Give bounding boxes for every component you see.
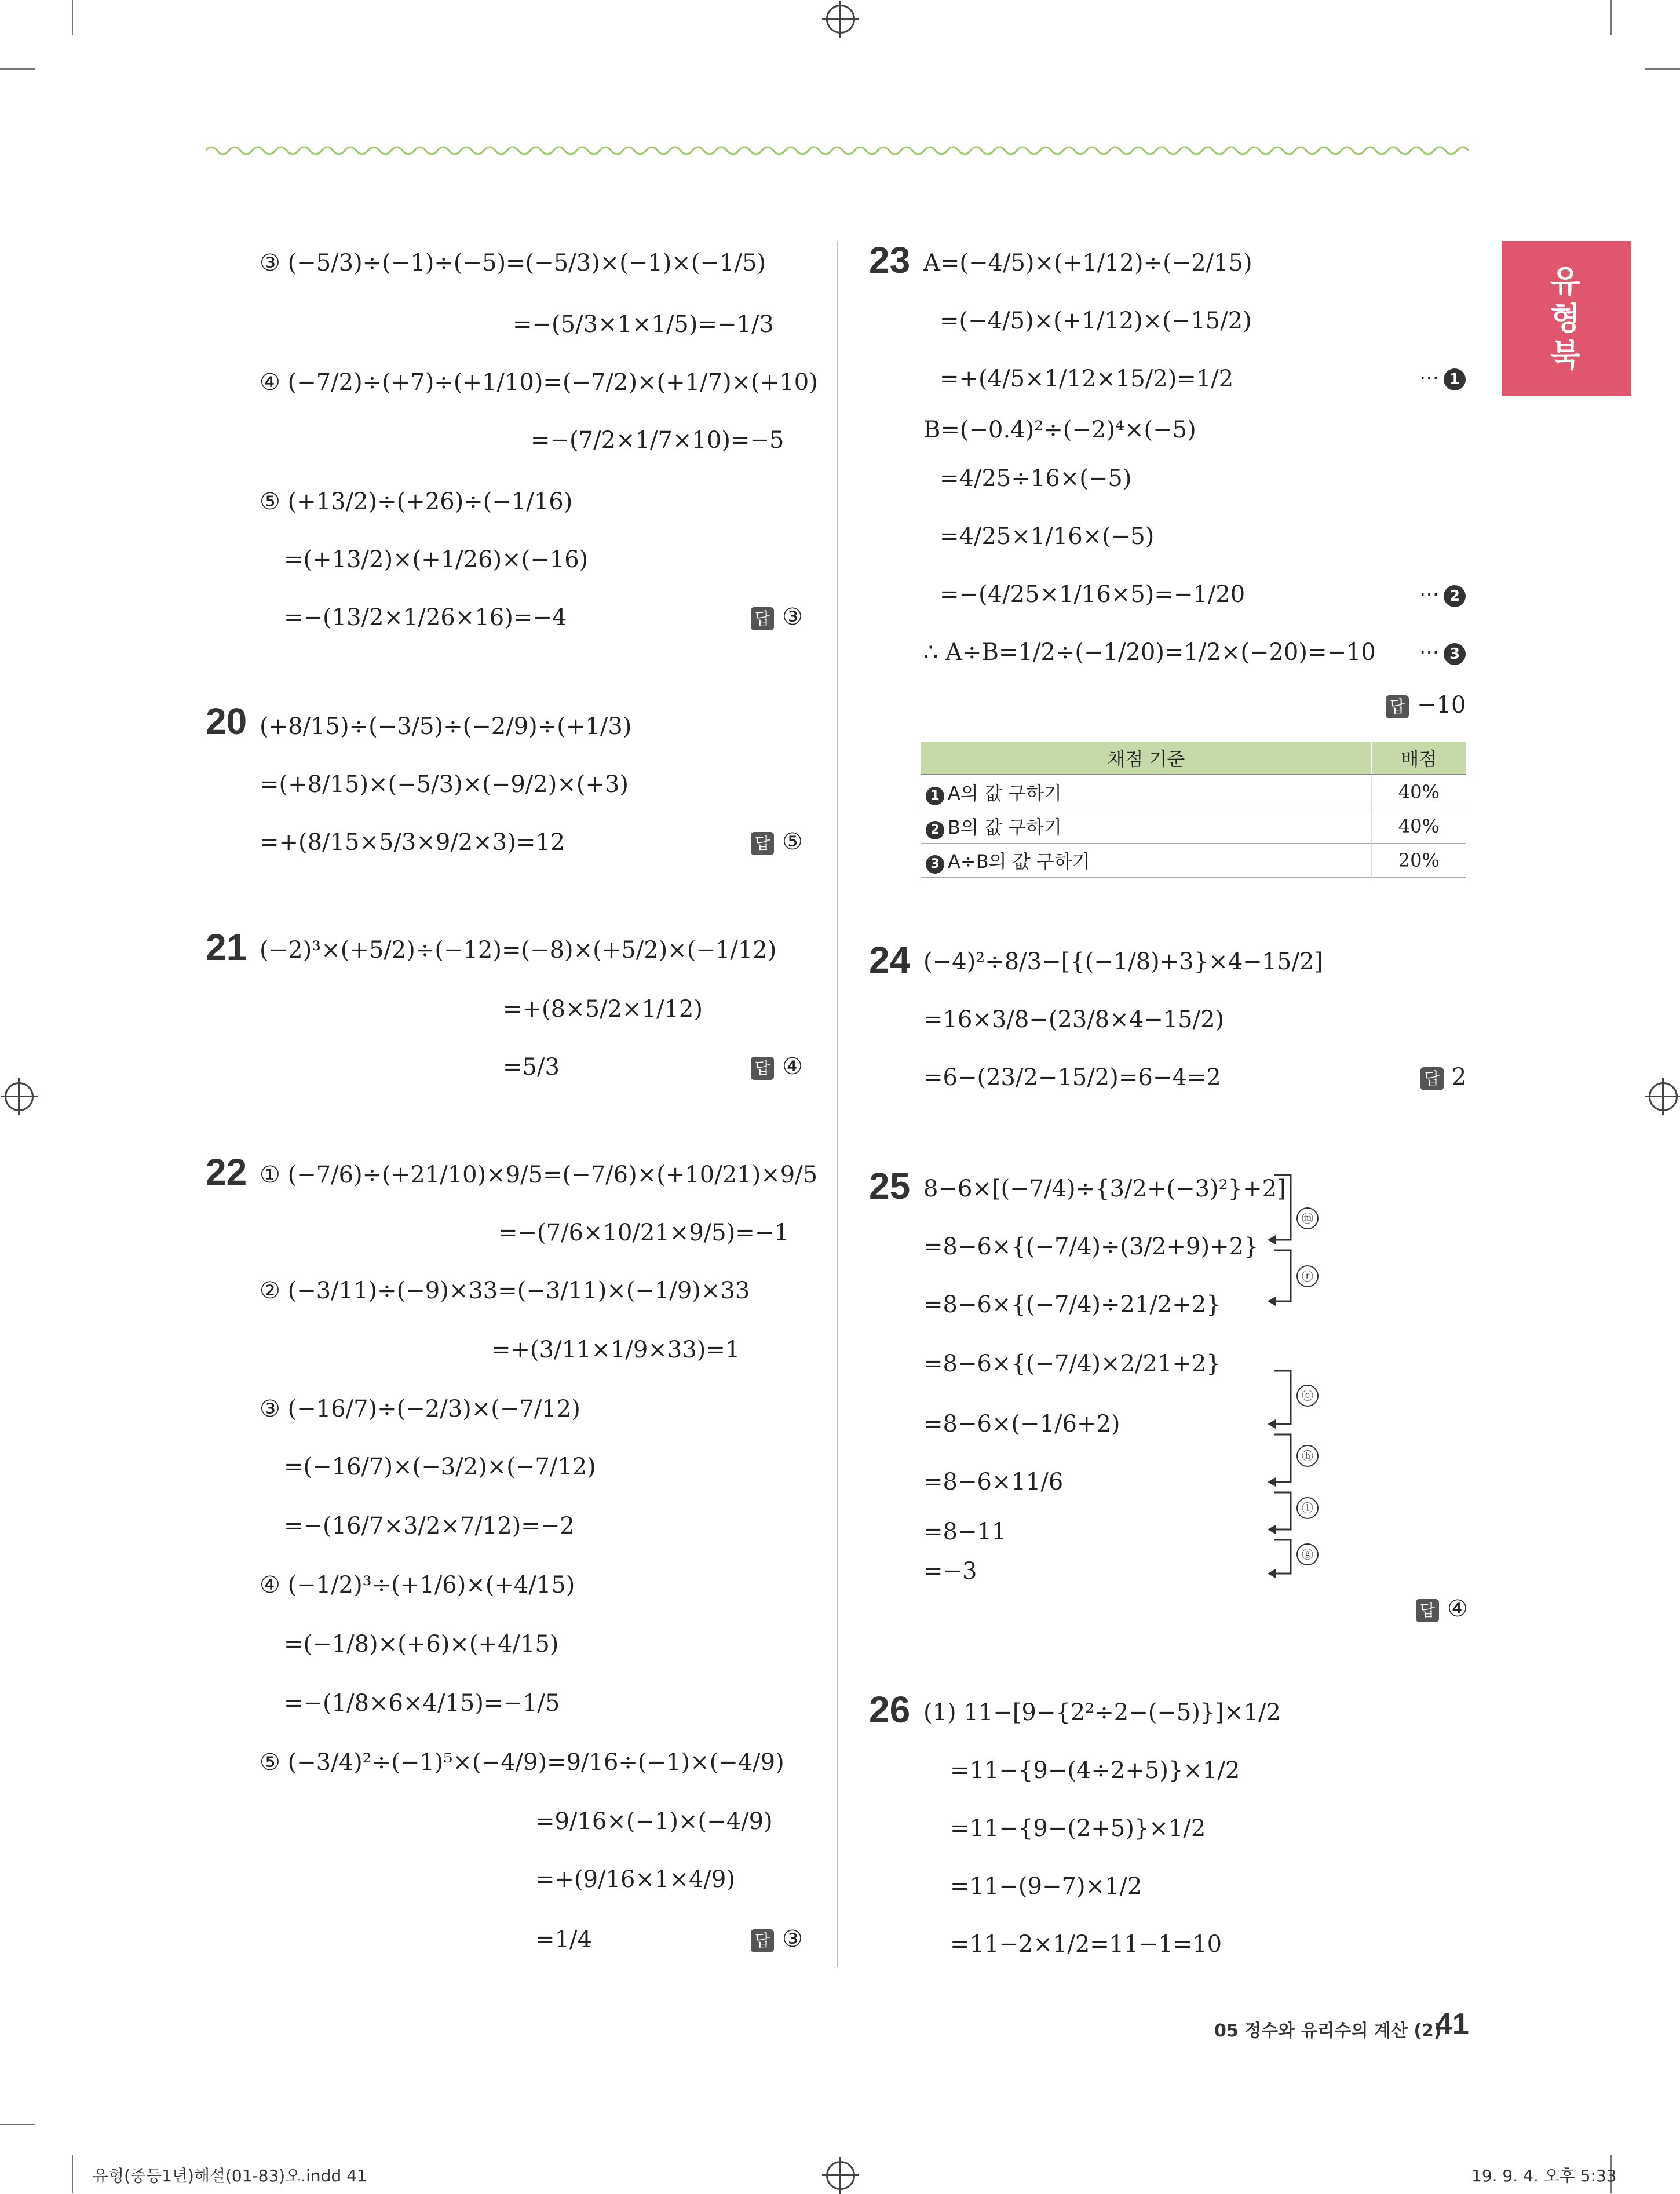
p25-line: =8−6×{(−7/4)×2/21+2}: [923, 1350, 1221, 1377]
p22-line: =(−1/8)×(+6)×(+4/15): [284, 1631, 559, 1658]
p22-answer-value: ③: [782, 1926, 803, 1952]
p23-line: =(−4/5)×(+1/12)×(−15/2): [940, 308, 1252, 334]
wavy-rule: [206, 144, 1469, 158]
criteria-score: 40%: [1372, 809, 1466, 844]
p26-line: =11−{9−(4÷2+5)}×1/2: [950, 1757, 1240, 1784]
p20-answer: [751, 828, 803, 855]
registration-mark-icon: [1649, 1082, 1678, 1111]
registration-mark-icon: [826, 2161, 855, 2190]
problem-number: 23: [869, 239, 911, 281]
p22-line: =−(1/8×6×4/15)=−1/5: [284, 1690, 560, 1717]
p24-answer-value: 2: [1452, 1064, 1467, 1090]
p25-answer: [1416, 1596, 1468, 1622]
page-section-title: 05 정수와 유리수의 계산 (2): [1214, 2021, 1442, 2041]
print-slug-file: 유형(중등1년)해설(01-83)오.indd 41: [93, 2166, 367, 2185]
p20-answer-value: ⑤: [782, 828, 803, 855]
p23-answer: [1386, 692, 1466, 718]
criteria-marker: 3: [926, 855, 944, 874]
p26-line: =11−(9−7)×1/2: [950, 1873, 1142, 1900]
step-marker-badge: 1: [1444, 368, 1466, 390]
p20-line: (+8/15)÷(−3/5)÷(−2/9)÷(+1/3): [260, 713, 632, 740]
p24-answer: [1420, 1064, 1466, 1090]
p20-line: =(+8/15)×(−5/3)×(−9/2)×(+3): [260, 771, 629, 798]
p19-line: =−(13/2×1/26×16)=−4: [284, 604, 567, 631]
p25-line: =8−11: [923, 1518, 1007, 1545]
crop-mark: [72, 2155, 73, 2193]
p23-line: =4/25÷16×(−5): [940, 465, 1132, 492]
step-marker: ⋯ 1: [1419, 366, 1466, 390]
step-label-icon: ⓖ: [1296, 1543, 1319, 1565]
p25-answer-value: ④: [1447, 1596, 1468, 1622]
registration-mark-icon: [826, 5, 855, 34]
p21-line: =+(8×5/2×1/12): [503, 996, 703, 1023]
score-header: 배점: [1372, 742, 1466, 775]
p21-answer-value: ④: [782, 1053, 803, 1080]
scoring-criteria-table: [921, 742, 1466, 878]
p22-line: =+(3/11×1/9×33)=1: [491, 1337, 740, 1363]
criteria-score: 20%: [1372, 844, 1466, 878]
p20-line: =+(8/15×5/3×9/2×3)=12: [260, 829, 565, 856]
p21-answer: [751, 1053, 803, 1080]
criteria-text: A의 값 구하기: [948, 782, 1062, 804]
step-label-icon: ⓡ: [1296, 1265, 1319, 1287]
page-number: 41: [1436, 2007, 1469, 2041]
p25-line: =8−6×(−1/6+2): [923, 1411, 1120, 1437]
criteria-row: [921, 775, 1466, 809]
step-label-icon: ⓛ: [1296, 1497, 1319, 1519]
step-marker-badge: 2: [1444, 585, 1466, 607]
crop-mark: [0, 2124, 35, 2125]
crop-mark: [0, 68, 35, 70]
p22-line: =+(9/16×1×4/9): [535, 1866, 735, 1893]
criteria-marker: 2: [926, 821, 944, 839]
criteria-score: 40%: [1372, 775, 1466, 809]
step-label-icon: ⓜ: [1296, 1207, 1319, 1229]
crop-mark: [72, 0, 73, 35]
p26-line: (1) 11−[9−{2²÷2−(−5)}]×1/2: [923, 1699, 1281, 1726]
criteria-header: 채점 기준: [921, 742, 1372, 775]
p22-line: =1/4: [535, 1926, 592, 1953]
answer-badge-icon: 답: [751, 832, 774, 855]
p19-line: =(+13/2)×(+1/26)×(−16): [284, 546, 589, 573]
problem-number: 25: [869, 1165, 911, 1207]
step-marker-badge: 3: [1444, 643, 1466, 665]
p23-line: =+(4/5×1/12×15/2)=1/2: [940, 366, 1234, 392]
step-marker: ⋯ 3: [1419, 641, 1466, 665]
step-bracket-arrows: [1263, 1164, 1332, 1582]
p22-line: =−(7/6×10/21×9/5)=−1: [498, 1220, 789, 1246]
print-slug-date: 19. 9. 4. 오후 5:33: [1471, 2166, 1617, 2185]
p22-line: =(−16/7)×(−3/2)×(−7/12): [284, 1454, 596, 1480]
crop-mark: [1610, 0, 1612, 35]
criteria-header-row: [921, 742, 1466, 775]
p24-line: =16×3/8−(23/8×4−15/2): [923, 1006, 1225, 1033]
p22-line: ④ (−1/2)³÷(+1/6)×(+4/15): [260, 1572, 575, 1598]
p24-line: (−4)²÷8/3−[{(−1/8)+3}×4−15/2]: [923, 948, 1324, 975]
problem-number: 24: [869, 939, 911, 981]
criteria-text: B의 값 구하기: [948, 816, 1062, 838]
p22-answer: [751, 1926, 803, 1952]
p25-line: =8−6×11/6: [923, 1469, 1064, 1495]
p25-line: =−3: [923, 1558, 977, 1585]
problem-number: 20: [206, 700, 247, 742]
p22-line: ③ (−16/7)÷(−2/3)×(−7/12): [260, 1396, 580, 1422]
step-label-icon: ⓒ: [1296, 1385, 1319, 1407]
criteria-text: A÷B의 값 구하기: [948, 850, 1090, 873]
p19-line: =−(7/2×1/7×10)=−5: [531, 427, 784, 454]
p22-line: =9/16×(−1)×(−4/9): [535, 1808, 773, 1835]
p19-answer: [751, 604, 803, 630]
p23-line: B=(−0.4)²÷(−2)⁴×(−5): [923, 417, 1196, 443]
problem-number: 22: [206, 1151, 247, 1193]
p19-line: ④ (−7/2)÷(+7)÷(+1/10)=(−7/2)×(+1/7)×(+10): [260, 369, 818, 396]
criteria-row: [921, 809, 1466, 844]
p26-line: =11−2×1/2=11−1=10: [950, 1931, 1222, 1958]
registration-mark-icon: [5, 1082, 34, 1111]
p23-line: =−(4/25×1/16×5)=−1/20: [940, 581, 1246, 608]
p24-line: =6−(23/2−15/2)=6−4=2: [923, 1064, 1221, 1091]
p22-line: ② (−3/11)÷(−9)×33=(−3/11)×(−1/9)×33: [260, 1277, 750, 1304]
criteria-row: [921, 844, 1466, 878]
p23-line: =4/25×1/16×(−5): [940, 523, 1155, 550]
p19-line: =−(5/3×1×1/5)=−1/3: [513, 311, 774, 338]
answer-badge-icon: 답: [1386, 695, 1409, 718]
p25-line: =8−6×{(−7/4)÷21/2+2}: [923, 1291, 1221, 1318]
criteria-marker: 1: [926, 787, 944, 805]
p25-line: 8−6×[(−7/4)÷{3/2+(−3)²}+2]: [923, 1176, 1286, 1202]
answer-badge-icon: 답: [751, 607, 774, 630]
p22-line: ⑤ (−3/4)²÷(−1)⁵×(−4/9)=9/16÷(−1)×(−4/9): [260, 1749, 784, 1776]
p19-answer-value: ③: [782, 604, 803, 630]
answer-badge-icon: 답: [751, 1057, 774, 1080]
crop-mark: [1645, 68, 1680, 70]
p25-line: =8−6×{(−7/4)÷(3/2+9)+2}: [923, 1233, 1259, 1260]
answer-badge-icon: 답: [1420, 1067, 1444, 1090]
p21-line: (−2)³×(+5/2)÷(−12)=(−8)×(+5/2)×(−1/12): [260, 937, 777, 963]
step-label-icon: ⓗ: [1296, 1445, 1319, 1467]
p23-line: ∴ A÷B=1/2÷(−1/20)=1/2×(−20)=−10: [923, 639, 1376, 666]
p26-line: =11−{9−(2+5)}×1/2: [950, 1815, 1206, 1842]
answer-badge-icon: 답: [1416, 1599, 1439, 1622]
p19-line: ③ (−5/3)÷(−1)÷(−5)=(−5/3)×(−1)×(−1/5): [260, 250, 766, 276]
answer-badge-icon: 답: [751, 1929, 774, 1952]
column-divider: [837, 241, 838, 1967]
p23-line: A=(−4/5)×(+1/12)÷(−2/15): [923, 250, 1252, 276]
p22-line: =−(16/7×3/2×7/12)=−2: [284, 1513, 575, 1539]
section-tab: [1502, 241, 1631, 396]
section-tab-label: 유형북: [1550, 263, 1581, 374]
p19-line: ⑤ (+13/2)÷(+26)÷(−1/16): [260, 488, 573, 515]
p22-line: ① (−7/6)÷(+21/10)×9/5=(−7/6)×(+10/21)×9/5: [260, 1162, 818, 1188]
problem-number: 26: [869, 1689, 911, 1731]
problem-number: 21: [206, 926, 247, 968]
p21-line: =5/3: [503, 1054, 560, 1080]
p23-answer-value: −10: [1417, 692, 1466, 718]
step-marker: ⋯ 2: [1419, 583, 1466, 607]
